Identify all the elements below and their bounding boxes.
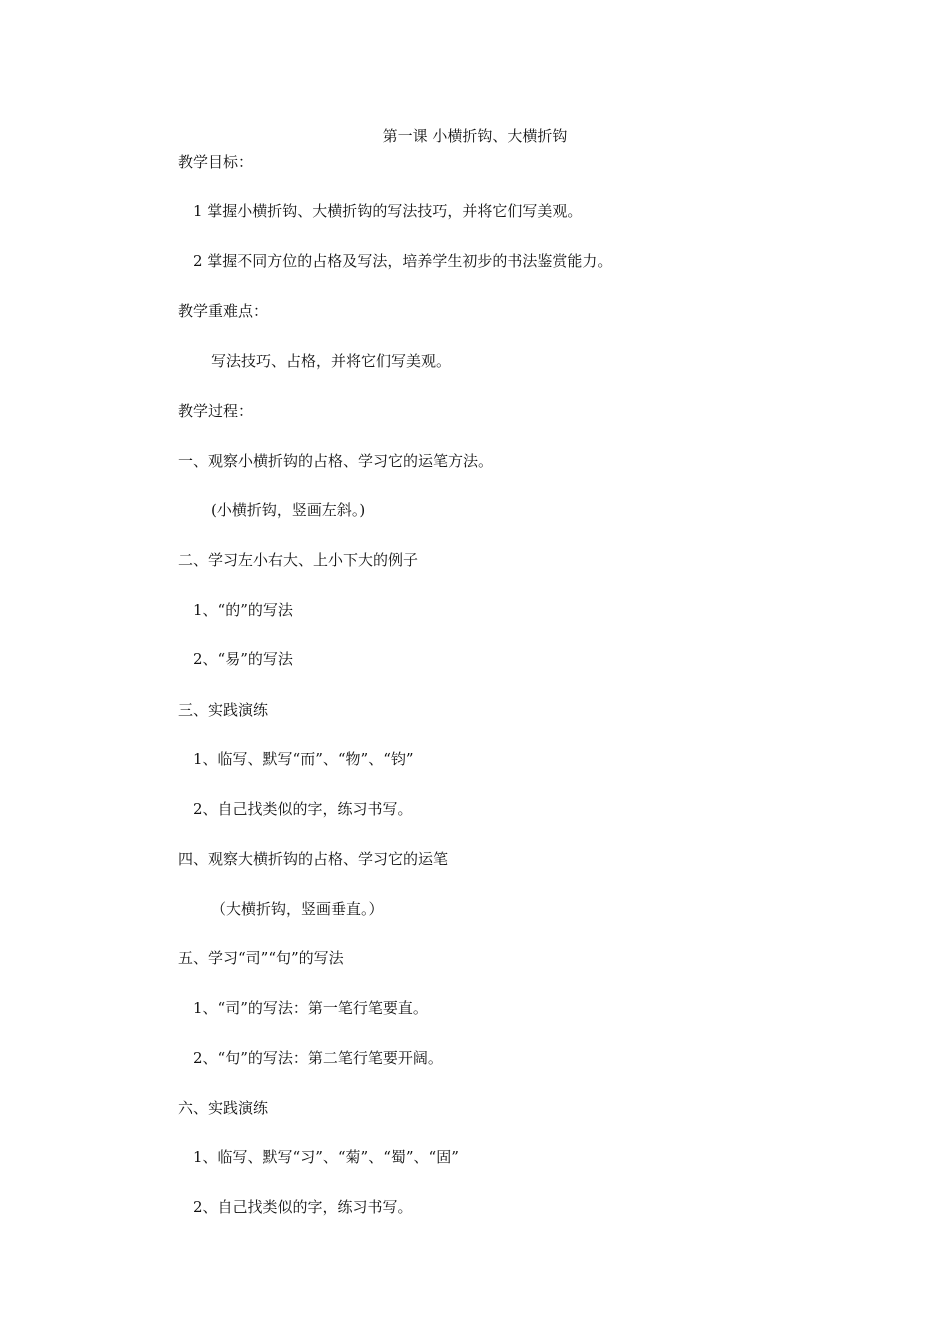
objective-item-1: 1 掌握小横折钩、大横折钩的写法技巧，并将它们写美观。 [193, 202, 583, 220]
step-6-item-2: 2、自己找类似的字，练习书写。 [193, 1198, 413, 1216]
section-heading-objectives: 教学目标： [178, 153, 254, 171]
step-3-item-1: 1、临写、默写“而”、“物”、“钧” [193, 750, 414, 768]
step-3-heading: 三、实践演练 [178, 701, 269, 719]
lesson-title: 第一课 小横折钩、大横折钩 [382, 127, 568, 145]
step-3-item-2: 2、自己找类似的字，练习书写。 [193, 800, 413, 818]
step-2-heading: 二、学习左小右大、上小下大的例子 [178, 551, 419, 569]
step-4-note: （大横折钩，竖画垂直。） [211, 900, 384, 918]
step-1-heading: 一、观察小横折钩的占格、学习它的运笔方法。 [178, 452, 494, 470]
step-4-heading: 四、观察大横折钩的占格、学习它的运笔 [178, 850, 449, 868]
section-heading-key-points: 教学重难点： [178, 302, 269, 320]
step-1-note: (小横折钩，竖画左斜。) [211, 501, 366, 519]
step-5-item-1: 1、“司”的写法：第一笔行笔要直。 [193, 999, 428, 1017]
key-points-text: 写法技巧、占格，并将它们写美观。 [211, 352, 452, 370]
step-5-item-2: 2、“句”的写法：第二笔行笔要开阔。 [193, 1049, 443, 1067]
step-5-heading: 五、学习“司”“句”的写法 [178, 949, 344, 967]
objective-item-2: 2 掌握不同方位的占格及写法，培养学生初步的书法鉴赏能力。 [193, 252, 613, 270]
step-6-item-1: 1、临写、默写“习”、“菊”、“蜀”、“固” [193, 1148, 459, 1166]
step-2-item-2: 2、“易”的写法 [193, 650, 293, 668]
section-heading-process: 教学过程： [178, 402, 254, 420]
step-6-heading: 六、实践演练 [178, 1099, 269, 1117]
step-2-item-1: 1、“的”的写法 [193, 601, 293, 619]
